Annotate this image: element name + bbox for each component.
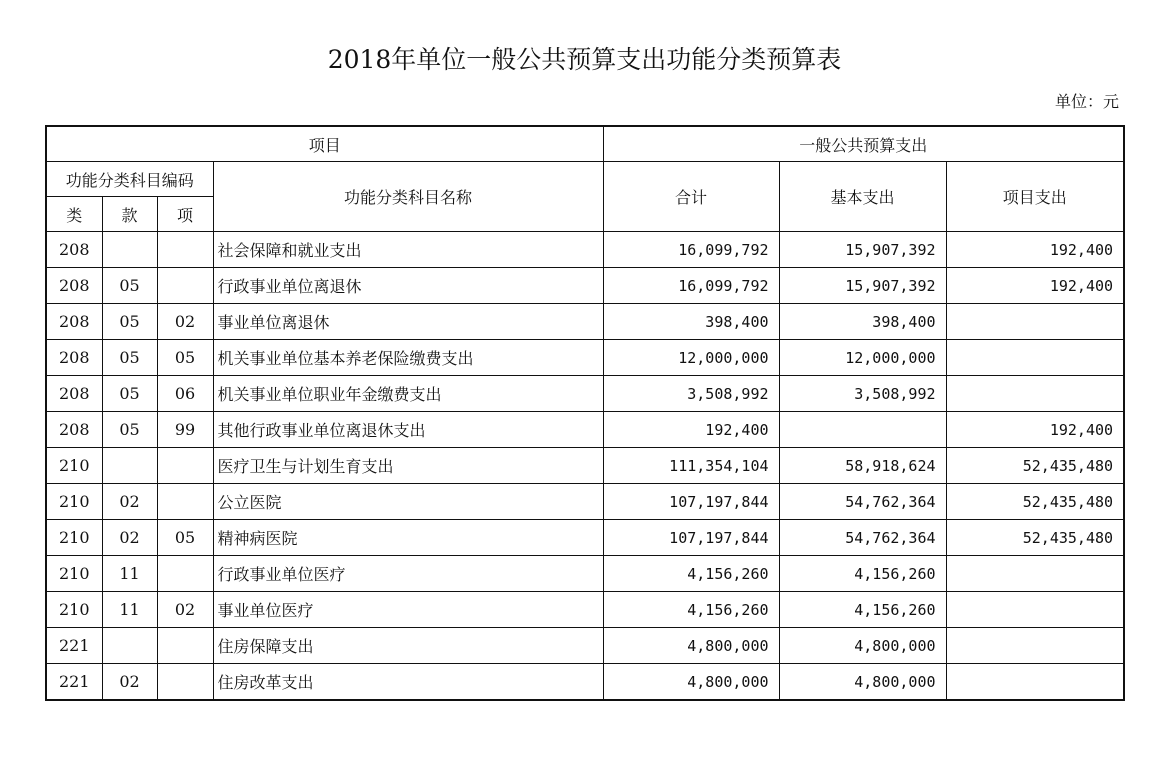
cell-project: [946, 628, 1124, 664]
cell-xiang: 99: [157, 412, 213, 448]
cell-basic: 398,400: [779, 304, 946, 340]
cell-xiang: [157, 664, 213, 701]
cell-xiang: 02: [157, 592, 213, 628]
cell-xiang: [157, 268, 213, 304]
cell-kuan: 05: [102, 340, 157, 376]
cell-name: 机关事业单位职业年金缴费支出: [213, 376, 603, 412]
header-kuan: 款: [102, 197, 157, 232]
cell-kuan: 02: [102, 664, 157, 701]
cell-kuan: [102, 628, 157, 664]
cell-name: 事业单位离退休: [213, 304, 603, 340]
table-row: [46, 268, 1124, 304]
cell-total: 4,800,000: [603, 664, 779, 701]
cell-total: 4,156,260: [603, 592, 779, 628]
cell-xiang: 05: [157, 340, 213, 376]
cell-basic: 12,000,000: [779, 340, 946, 376]
cell-lei: 208: [46, 304, 102, 340]
cell-name: 医疗卫生与计划生育支出: [213, 448, 603, 484]
cell-project: 192,400: [946, 268, 1124, 304]
header-basic: 基本支出: [779, 162, 946, 232]
cell-project: 52,435,480: [946, 484, 1124, 520]
cell-project: [946, 304, 1124, 340]
cell-project: [946, 340, 1124, 376]
cell-total: 16,099,792: [603, 232, 779, 268]
table-row: [46, 412, 1124, 448]
cell-total: 107,197,844: [603, 520, 779, 556]
cell-basic: 58,918,624: [779, 448, 946, 484]
cell-basic: 4,156,260: [779, 592, 946, 628]
cell-name: 机关事业单位基本养老保险缴费支出: [213, 340, 603, 376]
cell-xiang: 02: [157, 304, 213, 340]
cell-kuan: 02: [102, 520, 157, 556]
cell-total: 12,000,000: [603, 340, 779, 376]
cell-kuan: [102, 448, 157, 484]
cell-total: 4,800,000: [603, 628, 779, 664]
table-row: [46, 484, 1124, 520]
budget-table: [45, 125, 1125, 701]
cell-total: 398,400: [603, 304, 779, 340]
cell-total: 16,099,792: [603, 268, 779, 304]
header-lei: 类: [46, 197, 102, 232]
cell-name: 其他行政事业单位离退休支出: [213, 412, 603, 448]
cell-xiang: [157, 448, 213, 484]
cell-lei: 210: [46, 592, 102, 628]
table-row: [46, 664, 1124, 701]
cell-lei: 210: [46, 556, 102, 592]
cell-name: 行政事业单位医疗: [213, 556, 603, 592]
cell-project: 52,435,480: [946, 448, 1124, 484]
cell-lei: 208: [46, 268, 102, 304]
cell-basic: 15,907,392: [779, 232, 946, 268]
cell-kuan: 05: [102, 304, 157, 340]
cell-project: [946, 376, 1124, 412]
cell-total: 107,197,844: [603, 484, 779, 520]
cell-name: 住房改革支出: [213, 664, 603, 701]
cell-name: 住房保障支出: [213, 628, 603, 664]
cell-kuan: 11: [102, 556, 157, 592]
header-func-code: 功能分类科目编码: [46, 162, 213, 197]
cell-basic: 3,508,992: [779, 376, 946, 412]
cell-lei: 221: [46, 628, 102, 664]
cell-kuan: 05: [102, 412, 157, 448]
cell-xiang: 05: [157, 520, 213, 556]
cell-kuan: 05: [102, 376, 157, 412]
header-project: 项目支出: [946, 162, 1124, 232]
cell-lei: 210: [46, 484, 102, 520]
cell-project: 52,435,480: [946, 520, 1124, 556]
header-xiang: 项: [157, 197, 213, 232]
page-title: 2018年单位一般公共预算支出功能分类预算表: [327, 45, 842, 74]
table-row: [46, 520, 1124, 556]
cell-lei: 208: [46, 412, 102, 448]
cell-xiang: [157, 628, 213, 664]
cell-kuan: 11: [102, 592, 157, 628]
cell-basic: 4,800,000: [779, 628, 946, 664]
cell-basic: 54,762,364: [779, 520, 946, 556]
cell-total: 111,354,104: [603, 448, 779, 484]
cell-xiang: [157, 232, 213, 268]
cell-name: 行政事业单位离退休: [213, 268, 603, 304]
cell-lei: 210: [46, 448, 102, 484]
cell-basic: 54,762,364: [779, 484, 946, 520]
cell-name: 公立医院: [213, 484, 603, 520]
table-row: [46, 340, 1124, 376]
cell-project: 192,400: [946, 232, 1124, 268]
unit-label: 单位：元: [1054, 92, 1119, 111]
cell-kuan: 05: [102, 268, 157, 304]
cell-xiang: 06: [157, 376, 213, 412]
table-row: [46, 628, 1124, 664]
cell-project: [946, 664, 1124, 701]
cell-project: 192,400: [946, 412, 1124, 448]
table-row: [46, 304, 1124, 340]
cell-name: 精神病医院: [213, 520, 603, 556]
header-general-budget: 一般公共预算支出: [603, 126, 1124, 162]
cell-lei: 221: [46, 664, 102, 701]
cell-basic: 4,800,000: [779, 664, 946, 701]
header-item: 项目: [46, 126, 603, 162]
table-row: [46, 376, 1124, 412]
header-func-name: 功能分类科目名称: [213, 162, 603, 232]
cell-basic: 15,907,392: [779, 268, 946, 304]
cell-lei: 210: [46, 520, 102, 556]
table-row: [46, 592, 1124, 628]
cell-lei: 208: [46, 340, 102, 376]
cell-lei: 208: [46, 376, 102, 412]
cell-total: 4,156,260: [603, 556, 779, 592]
cell-xiang: [157, 484, 213, 520]
header-total: 合计: [603, 162, 779, 232]
table-row: [46, 232, 1124, 268]
cell-xiang: [157, 556, 213, 592]
cell-kuan: 02: [102, 484, 157, 520]
cell-total: 192,400: [603, 412, 779, 448]
cell-name: 事业单位医疗: [213, 592, 603, 628]
table-row: [46, 556, 1124, 592]
cell-project: [946, 592, 1124, 628]
header-row-1: [46, 126, 1124, 162]
cell-name: 社会保障和就业支出: [213, 232, 603, 268]
cell-total: 3,508,992: [603, 376, 779, 412]
cell-lei: 208: [46, 232, 102, 268]
cell-project: [946, 556, 1124, 592]
cell-kuan: [102, 232, 157, 268]
cell-basic: 4,156,260: [779, 556, 946, 592]
table-row: [46, 448, 1124, 484]
header-row-2: [46, 162, 1124, 197]
cell-basic: [779, 412, 946, 448]
